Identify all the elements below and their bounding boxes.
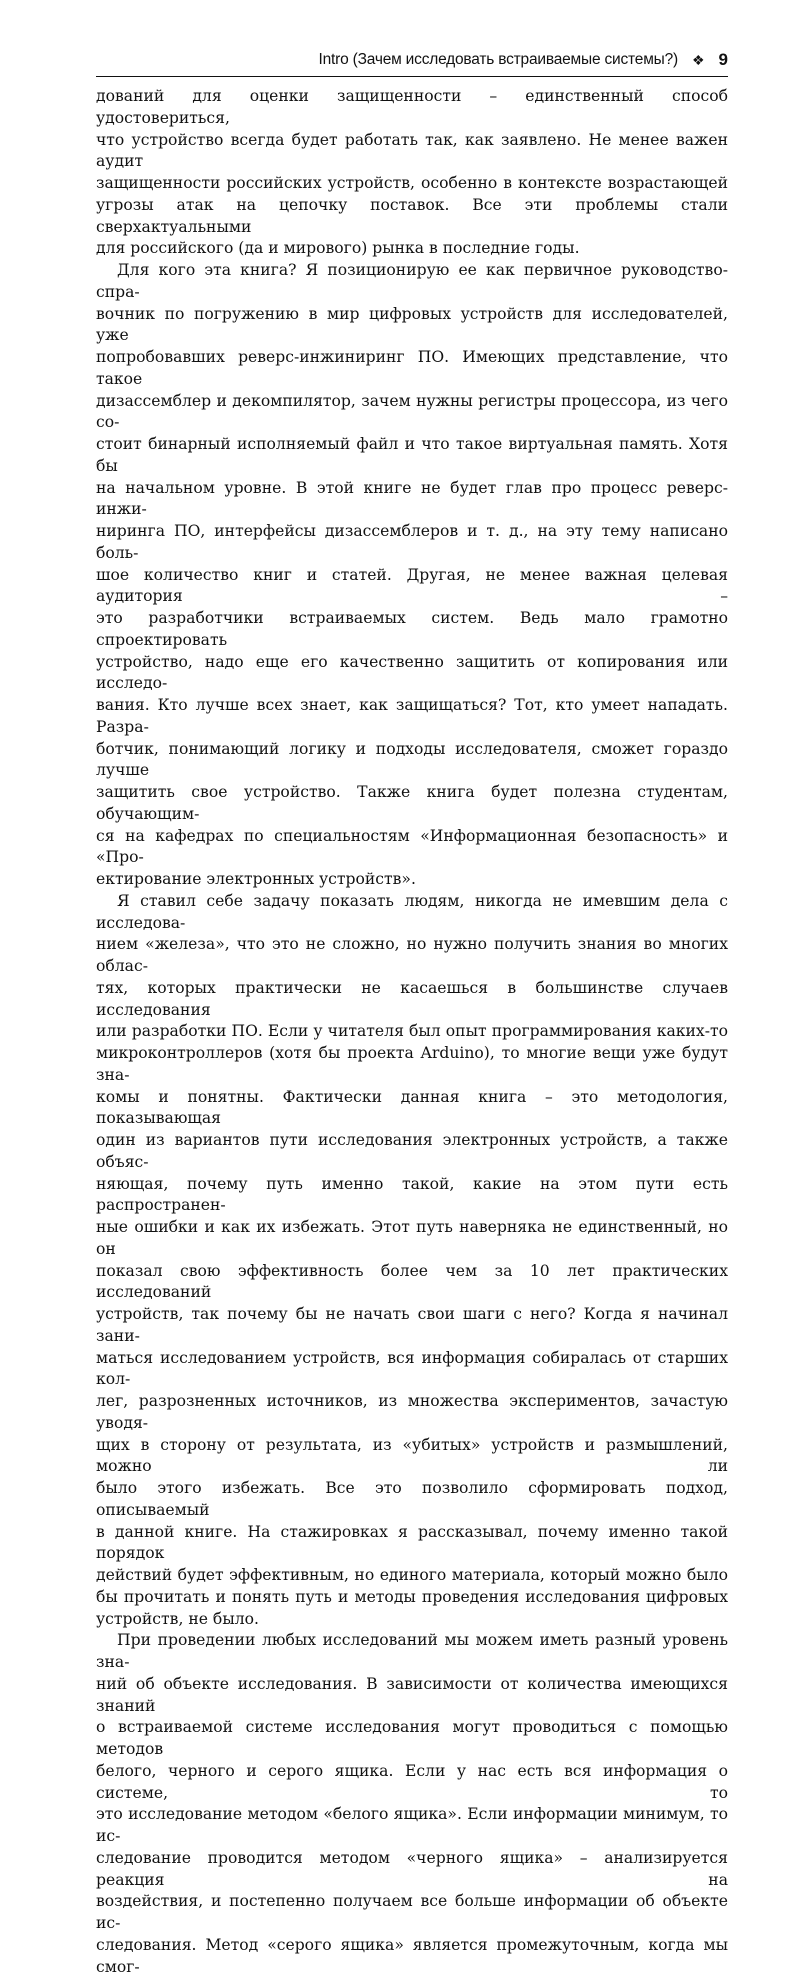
text-line: ные ошибки и как их избежать. Этот путь наверняка не единственный, но он — [96, 1218, 728, 1258]
text-line: или разработки ПО. Если у читателя был опыт программирования каких-то — [96, 1022, 728, 1041]
text-line: попробовавших реверс-инжиниринг ПО. Имеющих представление, что такое — [96, 348, 728, 388]
text-line: защищенности российских устройств, особенно в контексте возрастающей — [96, 174, 728, 192]
ornament-icon: ❖ — [691, 51, 705, 68]
text-line: дизассемблер и декомпилятор, зачем нужны регистры процессора, из чего со- — [96, 391, 728, 432]
text-line: бы прочитать и понять путь и методы проведения исследования цифровых — [96, 1587, 728, 1606]
text-line: щих в сторону от результата, из «убитых» устройств и размышлений, можно ли — [96, 1435, 728, 1476]
text-line: ботчик, понимающий логику и подходы исследователя, сможет гораздо лучше — [96, 739, 728, 780]
text-line: один из вариантов пути исследования электронных устройств, а также объяс- — [96, 1131, 728, 1171]
text-line: лег, разрозненных источников, из множества экспериментов, зачастую уводя- — [96, 1392, 728, 1432]
text-line: устройств, так почему бы не начать свои шаги с него? Когда я начинал зани- — [96, 1305, 728, 1345]
text-line: маться исследованием устройств, вся информация собиралась от старших кол- — [96, 1348, 728, 1389]
text-line: ниринга ПО, интерфейсы дизассемблеров и т. д., на эту тему написано боль- — [96, 522, 728, 562]
running-header — [96, 48, 728, 72]
text-line: стоит бинарный исполняемый файл и что такое виртуальная память. Хотя бы — [96, 435, 728, 475]
text-line: для российского (да и мирового) рынка в последние годы. — [96, 239, 580, 258]
text-line: воздействия, и постепенно получаем все больше информации об объекте ис- — [96, 1892, 728, 1932]
text-line: Для кого эта книга? Я позиционирую ее как первичное руководство-спра- — [96, 261, 728, 301]
text-line: вочник по погружению в мир цифровых устройств для исследователей, уже — [96, 304, 728, 345]
text-line: следования. Метод «серого ящика» является промежуточным, когда мы смог- — [96, 1935, 728, 1976]
text-line: ся на кафедрах по специальностям «Информационная безопасность» и «Про- — [96, 826, 728, 867]
text-line: в данной книге. На стажировках я рассказывал, почему именно такой порядок — [96, 1522, 728, 1563]
text-line: шое количество книг и статей. Другая, не менее важная целевая аудитория – — [96, 565, 728, 606]
header-rule — [96, 76, 728, 77]
text-line: микроконтроллеров (хотя бы проекта Arduino), то многие вещи уже будут зна- — [96, 1044, 728, 1084]
text-line: защитить свое устройство. Также книга будет полезна студентам, обучающим- — [96, 783, 728, 823]
text-line: устройство, надо еще его качественно защитить от копирования или исследо- — [96, 652, 728, 693]
text-line: При проведении любых исследований мы можем иметь разный уровень зна- — [96, 1631, 728, 1671]
text-line: Я ставил себе задачу показать людям, никогда не имевшим дела с исследова- — [96, 891, 728, 932]
text-line: ний об объекте исследования. В зависимости от количества имеющихся знаний — [96, 1674, 728, 1715]
text-line: это разработчики встраиваемых систем. Ведь мало грамотно спроектировать — [96, 609, 728, 649]
text-line: о встраиваемой системе исследования могут проводиться с помощью методов — [96, 1718, 728, 1758]
text-line: няющая, почему путь именно такой, какие на этом пути есть распространен- — [96, 1174, 728, 1215]
text-line: нием «железа», что это не сложно, но нужно получить знания во многих облас- — [96, 935, 728, 975]
text-line: следование проводится методом «черного ящика» – анализируется реакция на — [96, 1848, 728, 1889]
text-line: вания. Кто лучше всех знает, как защищаться? Тот, кто умеет нападать. Разра- — [96, 696, 728, 736]
text-line: дований для оценки защищенности – единственный способ удостовериться, — [96, 87, 728, 127]
body-text — [96, 86, 728, 1978]
text-line: ектирование электронных устройств». — [96, 870, 416, 888]
text-line: что устройство всегда будет работать так, как заявлено. Не менее важен аудит — [96, 130, 728, 171]
text-line: комы и понятны. Фактически данная книга – это методология, показывающая — [96, 1087, 728, 1128]
text-line: это исследование методом «белого ящика». Если информации минимум, то ис- — [96, 1805, 728, 1845]
text-line: белого, черного и серого ящика. Если у нас есть вся информация о системе, то — [96, 1761, 728, 1802]
text-line: действий будет эффективным, но единого материала, который можно было — [96, 1566, 728, 1584]
text-line: тях, которых практически не касаешься в большинстве случаев исследования — [96, 978, 728, 1019]
text-line: было этого избежать. Все это позволило сформировать подход, описываемый — [96, 1479, 728, 1519]
text-line: угрозы атак на цепочку поставок. Все эти проблемы стали сверхактуальными — [96, 195, 728, 236]
chapter-title: Intro (Зачем исследовать встраиваемые системы?) — [318, 51, 678, 68]
text-line: на начальном уровне. В этой книге не будет глав про процесс реверс-инжи- — [96, 478, 728, 519]
page-number: 9 — [718, 50, 728, 69]
text-line: устройств, не было. — [96, 1609, 259, 1628]
text-line: показал свою эффективность более чем за 10 лет практических исследований — [96, 1261, 728, 1302]
